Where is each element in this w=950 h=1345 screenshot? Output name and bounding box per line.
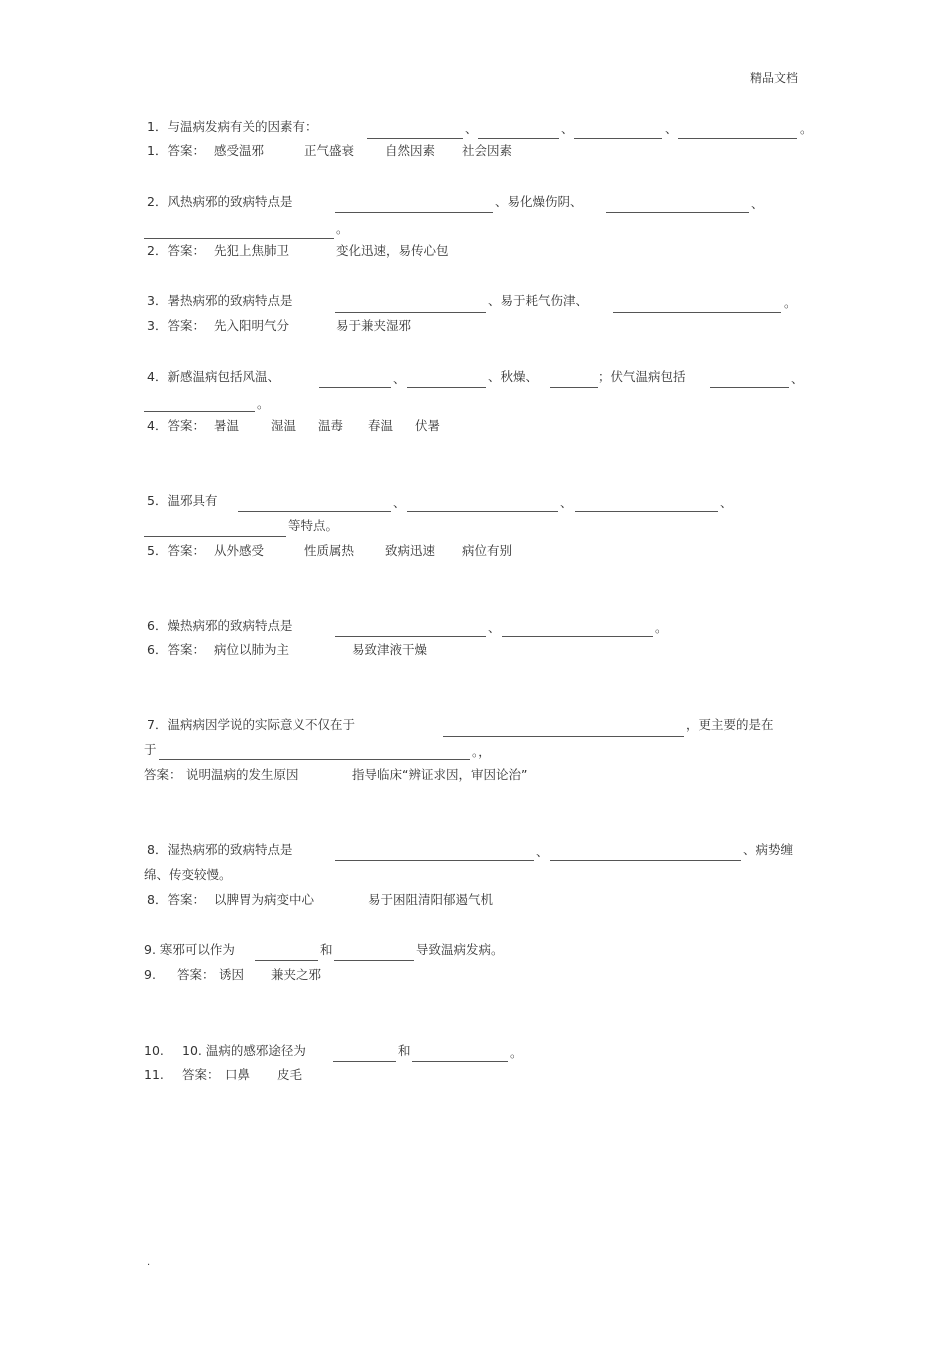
q4-sep-1: 、: [393, 371, 406, 386]
q10-blank-2[interactable]: [412, 1061, 508, 1062]
q2-sep: 、: [751, 196, 764, 211]
q2-answer-2: 变化迅速，易传心包: [336, 243, 449, 258]
q5-sep-1: 、: [393, 495, 406, 510]
q4-answer-label: 4．答案：: [147, 418, 205, 433]
q10-answer-label: 答案：: [182, 1067, 220, 1082]
q1-answer-4: 社会因素: [462, 143, 513, 158]
q1-answer-label: 1．答案：: [147, 143, 205, 158]
q8-answer-1: 以脾胃为病变中心: [214, 892, 315, 907]
q2-end: 。: [336, 221, 349, 236]
q4-blank-1[interactable]: [319, 387, 391, 388]
q7-line2-start: 于: [144, 742, 157, 757]
q8-sep-2: 、病势缠: [743, 842, 794, 857]
q5-answer-4: 病位有别: [462, 543, 513, 558]
q5-sep-2: 、: [560, 495, 573, 510]
q4-answer-4: 春温: [368, 418, 394, 433]
q5-sep-3: 、: [720, 495, 733, 510]
q10-blank-1[interactable]: [333, 1061, 396, 1062]
q1-prompt: 1．与温病发病有关的因素有：: [147, 119, 318, 134]
q9-prompt: 9. 寒邪可以作为: [144, 942, 235, 957]
q1-answer-2: 正气盛衰: [304, 143, 355, 158]
q9-mid: 和: [320, 942, 333, 957]
q8-prompt: 8．湿热病邪的致病特点是: [147, 842, 293, 857]
q10-answer-2: 皮毛: [277, 1067, 303, 1082]
q5-answer-1: 从外感受: [214, 543, 265, 558]
q6-answer-label: 6．答案：: [147, 642, 205, 657]
q6-blank-2[interactable]: [502, 636, 653, 637]
q4-blank-5[interactable]: [144, 411, 255, 412]
q7-blank-1[interactable]: [443, 736, 684, 737]
q5-answer-2: 性质属热: [304, 543, 355, 558]
q3-end: 。: [784, 295, 797, 310]
q4-prompt: 4．新感温病包括风温、: [147, 369, 280, 384]
q3-blank-1[interactable]: [335, 312, 486, 313]
q7-blank-2[interactable]: [159, 759, 470, 760]
q10-prompt: 10. 温病的感邪途径为: [182, 1043, 306, 1058]
q1-sep-1: 、: [465, 121, 478, 136]
q8-blank-1[interactable]: [335, 860, 534, 861]
q9-answer-label: 答案：: [177, 967, 215, 982]
q5-prompt: 5．温邪具有: [147, 493, 218, 508]
q9-answer-2: 兼夹之邪: [271, 967, 322, 982]
q4-answer-3: 温毒: [318, 418, 344, 433]
q1-blank-1[interactable]: [367, 138, 463, 139]
q4-sep-3: ；伏气温病包括: [598, 369, 686, 384]
q5-answer-label: 5．答案：: [147, 543, 205, 558]
q9-blank-1[interactable]: [255, 960, 318, 961]
q10-answer-num: 11.: [144, 1067, 164, 1082]
q10-end: 。: [510, 1045, 523, 1060]
q1-end: 。: [800, 121, 813, 136]
q6-answer-1: 病位以肺为主: [214, 642, 290, 657]
q9-answer-num: 9.: [144, 967, 156, 982]
q5-blank-2[interactable]: [407, 511, 558, 512]
q2-prompt: 2．风热病邪的致病特点是: [147, 194, 293, 209]
q10-mid: 和: [398, 1043, 411, 1058]
q7-end: 。，: [472, 744, 491, 759]
q8-answer-2: 易于困阻清阳郁遏气机: [368, 892, 494, 907]
q8-line2: 绵、传变较慢。: [144, 867, 232, 882]
q9-end: 导致温病发病。: [416, 942, 504, 957]
q7-answer-label: 答案：: [144, 767, 182, 782]
q7-answer-2: 指导临床“辨证求因，审因论治”: [352, 767, 528, 782]
q1-answer-1: 感受温邪: [214, 143, 265, 158]
q2-answer-1: 先犯上焦肺卫: [214, 243, 290, 258]
q6-blank-1[interactable]: [335, 636, 486, 637]
q6-sep: 、: [488, 620, 501, 635]
q9-blank-2[interactable]: [334, 960, 414, 961]
q7-mid: ，更主要的是在: [686, 717, 774, 732]
q2-blank-3[interactable]: [144, 238, 334, 239]
q5-blank-4[interactable]: [144, 536, 286, 537]
q6-answer-2: 易致津液干燥: [352, 642, 428, 657]
q10-num: 10.: [144, 1043, 164, 1058]
q3-answer-2: 易于兼夹湿邪: [336, 318, 412, 333]
q2-blank-1[interactable]: [335, 212, 493, 213]
q9-answer-1: 诱因: [219, 967, 245, 982]
q4-sep-2: 、秋燥、: [488, 369, 539, 384]
footer-dot: .: [147, 1257, 151, 1268]
q2-blank-2[interactable]: [606, 212, 749, 213]
q6-prompt: 6．燥热病邪的致病特点是: [147, 618, 293, 633]
q2-mid: 、易化燥伤阴、: [495, 194, 583, 209]
q4-end: 。: [257, 396, 270, 411]
q4-blank-4[interactable]: [710, 387, 789, 388]
q6-end: 。: [655, 620, 668, 635]
q5-answer-3: 致病迅速: [385, 543, 436, 558]
q1-blank-2[interactable]: [478, 138, 559, 139]
page-header-label: 精品文档: [750, 71, 799, 85]
q4-blank-2[interactable]: [407, 387, 486, 388]
q8-answer-label: 8．答案：: [147, 892, 205, 907]
q3-answer-1: 先入阳明气分: [214, 318, 290, 333]
q3-answer-label: 3．答案：: [147, 318, 205, 333]
q3-mid: 、易于耗气伤津、: [488, 293, 589, 308]
q1-answer-3: 自然因素: [385, 143, 436, 158]
q2-answer-label: 2．答案：: [147, 243, 205, 258]
q4-answer-5: 伏暑: [415, 418, 441, 433]
q5-end: 等特点。: [288, 518, 339, 533]
q8-blank-2[interactable]: [550, 860, 741, 861]
q5-blank-3[interactable]: [575, 511, 718, 512]
q4-answer-2: 湿温: [271, 418, 297, 433]
q5-blank-1[interactable]: [238, 511, 391, 512]
q1-blank-4[interactable]: [678, 138, 797, 139]
q1-sep-3: 、: [665, 121, 678, 136]
q1-sep-2: 、: [561, 121, 574, 136]
q10-answer-1: 口鼻: [225, 1067, 251, 1082]
q7-answer-1: 说明温病的发生原因: [186, 767, 299, 782]
q4-blank-3[interactable]: [550, 387, 598, 388]
q4-answer-1: 暑温: [214, 418, 240, 433]
q3-prompt: 3．暑热病邪的致病特点是: [147, 293, 293, 308]
q4-sep-4: 、: [791, 371, 804, 386]
q1-blank-3[interactable]: [574, 138, 662, 139]
q3-blank-2[interactable]: [613, 312, 781, 313]
q7-prompt: 7．温病病因学说的实际意义不仅在于: [147, 717, 355, 732]
q8-sep-1: 、: [536, 844, 549, 859]
